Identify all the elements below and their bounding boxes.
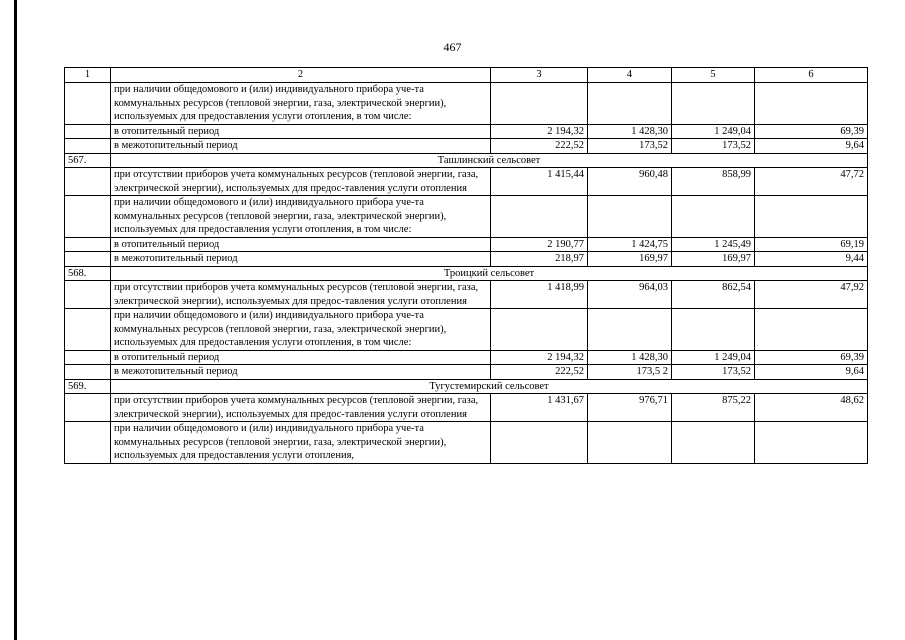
row-description: при отсутствии приборов учета коммунальных ресурсов (тепловой энергии, газа, электрической энергии), используемых для предос-тавления услуги отопления — [111, 394, 491, 422]
value-col5: 858,99 — [672, 168, 755, 196]
table-row — [65, 237, 868, 252]
value-col5: 1 245,49 — [672, 237, 755, 252]
value-col3: 1 418,99 — [491, 281, 588, 309]
row-description: при наличии общедомового и (или) индивидуального прибора уче-та коммунальных ресурсов (тепловой энергии, газа, электрической энергии), используемых для предоставления услуги отопления, в том числе: — [111, 196, 491, 238]
value-col6: 47,92 — [755, 281, 868, 309]
value-col5: 1 249,04 — [672, 124, 755, 139]
value-col4: 1 424,75 — [588, 237, 672, 252]
value-col5: 173,52 — [672, 365, 755, 380]
row-description: при наличии общедомового и (или) индивидуального прибора уче-та коммунальных ресурсов (тепловой энергии, газа, электрической энергии), используемых для предоставления услуги отопления, в том числе: — [111, 309, 491, 351]
value-col4 — [588, 196, 672, 238]
table-row — [65, 365, 868, 380]
value-col3: 222,52 — [491, 365, 588, 380]
table-row — [65, 139, 868, 154]
row-number: 569. — [65, 379, 111, 394]
row-description: в межотопительный период — [111, 252, 491, 267]
value-col6: 69,39 — [755, 124, 868, 139]
value-col4: 173,52 — [588, 139, 672, 154]
row-number — [65, 196, 111, 238]
table-row — [65, 124, 868, 139]
value-col6: 47,72 — [755, 168, 868, 196]
value-col6: 69,19 — [755, 237, 868, 252]
row-number — [65, 281, 111, 309]
row-number — [65, 309, 111, 351]
value-col4: 976,71 — [588, 394, 672, 422]
header-cell: 6 — [755, 68, 868, 83]
section-title: Троицкий сельсовет — [111, 266, 868, 281]
value-col5: 1 249,04 — [672, 350, 755, 365]
row-description: в отопительный период — [111, 237, 491, 252]
table-row — [65, 168, 868, 196]
header-cell: 2 — [111, 68, 491, 83]
row-description: в межотопительный период — [111, 365, 491, 380]
value-col3 — [491, 196, 588, 238]
row-description: при наличии общедомового и (или) индивидуального прибора уче-та коммунальных ресурсов (тепловой энергии, газа, электрической энергии), используемых для предоставления услуги отопления, в том числе: — [111, 83, 491, 125]
value-col5: 169,97 — [672, 252, 755, 267]
page-number: 467 — [443, 40, 462, 54]
value-col3 — [491, 309, 588, 351]
section-row — [65, 266, 868, 281]
row-number — [65, 139, 111, 154]
table-row — [65, 196, 868, 238]
value-col6 — [755, 196, 868, 238]
value-col4: 1 428,30 — [588, 350, 672, 365]
value-col4: 173,5 2 — [588, 365, 672, 380]
row-number: 568. — [65, 266, 111, 281]
value-col5: 875,22 — [672, 394, 755, 422]
value-col3: 222,52 — [491, 139, 588, 154]
table-row — [65, 394, 868, 422]
table-row — [65, 281, 868, 309]
value-col5: 862,54 — [672, 281, 755, 309]
scan-edge-line — [14, 0, 17, 640]
header-cell: 3 — [491, 68, 588, 83]
value-col6 — [755, 309, 868, 351]
table-row — [65, 252, 868, 267]
row-description: в отопительный период — [111, 124, 491, 139]
value-col3: 1 431,67 — [491, 394, 588, 422]
value-col3: 2 190,77 — [491, 237, 588, 252]
value-col5 — [672, 83, 755, 125]
value-col5 — [672, 422, 755, 464]
row-description: при отсутствии приборов учета коммунальных ресурсов (тепловой энергии, газа, электрической энергии), используемых для предос-тавления услуги отопления — [111, 168, 491, 196]
row-number — [65, 365, 111, 380]
value-col3: 2 194,32 — [491, 124, 588, 139]
value-col5 — [672, 196, 755, 238]
row-number — [65, 124, 111, 139]
value-col4 — [588, 309, 672, 351]
value-col6: 9,44 — [755, 252, 868, 267]
row-description: при отсутствии приборов учета коммунальных ресурсов (тепловой энергии, газа, электрической энергии), используемых для предос-тавления услуги отопления — [111, 281, 491, 309]
value-col4: 1 428,30 — [588, 124, 672, 139]
value-col6: 9,64 — [755, 365, 868, 380]
row-number: 567. — [65, 153, 111, 168]
row-number — [65, 237, 111, 252]
value-col6 — [755, 83, 868, 125]
row-number — [65, 394, 111, 422]
value-col3: 1 415,44 — [491, 168, 588, 196]
value-col6: 48,62 — [755, 394, 868, 422]
row-description: в межотопительный период — [111, 139, 491, 154]
value-col5: 173,52 — [672, 139, 755, 154]
value-col4 — [588, 422, 672, 464]
table-row — [65, 309, 868, 351]
table-row — [65, 83, 868, 125]
row-number — [65, 422, 111, 464]
value-col4: 960,48 — [588, 168, 672, 196]
row-number — [65, 83, 111, 125]
row-description: при наличии общедомового и (или) индивидуального прибора уче-та коммунальных ресурсов (тепловой энергии, газа, электрической энергии), используемых для предоставления услуги отопления, — [111, 422, 491, 464]
value-col4: 169,97 — [588, 252, 672, 267]
section-row — [65, 153, 868, 168]
header-cell: 4 — [588, 68, 672, 83]
row-description: в отопительный период — [111, 350, 491, 365]
value-col6 — [755, 422, 868, 464]
table-row — [65, 350, 868, 365]
table-header-row — [65, 68, 868, 83]
value-col4: 964,03 — [588, 281, 672, 309]
tariff-table — [64, 67, 868, 464]
value-col6: 9,64 — [755, 139, 868, 154]
row-number — [65, 350, 111, 365]
value-col5 — [672, 309, 755, 351]
header-cell: 1 — [65, 68, 111, 83]
section-title: Ташлинский сельсовет — [111, 153, 868, 168]
value-col3 — [491, 422, 588, 464]
section-row — [65, 379, 868, 394]
value-col3: 2 194,32 — [491, 350, 588, 365]
row-number — [65, 252, 111, 267]
row-number — [65, 168, 111, 196]
value-col3 — [491, 83, 588, 125]
table-row — [65, 422, 868, 464]
value-col3: 218,97 — [491, 252, 588, 267]
header-cell: 5 — [672, 68, 755, 83]
value-col4 — [588, 83, 672, 125]
value-col6: 69,39 — [755, 350, 868, 365]
section-title: Тугустемирский сельсовет — [111, 379, 868, 394]
